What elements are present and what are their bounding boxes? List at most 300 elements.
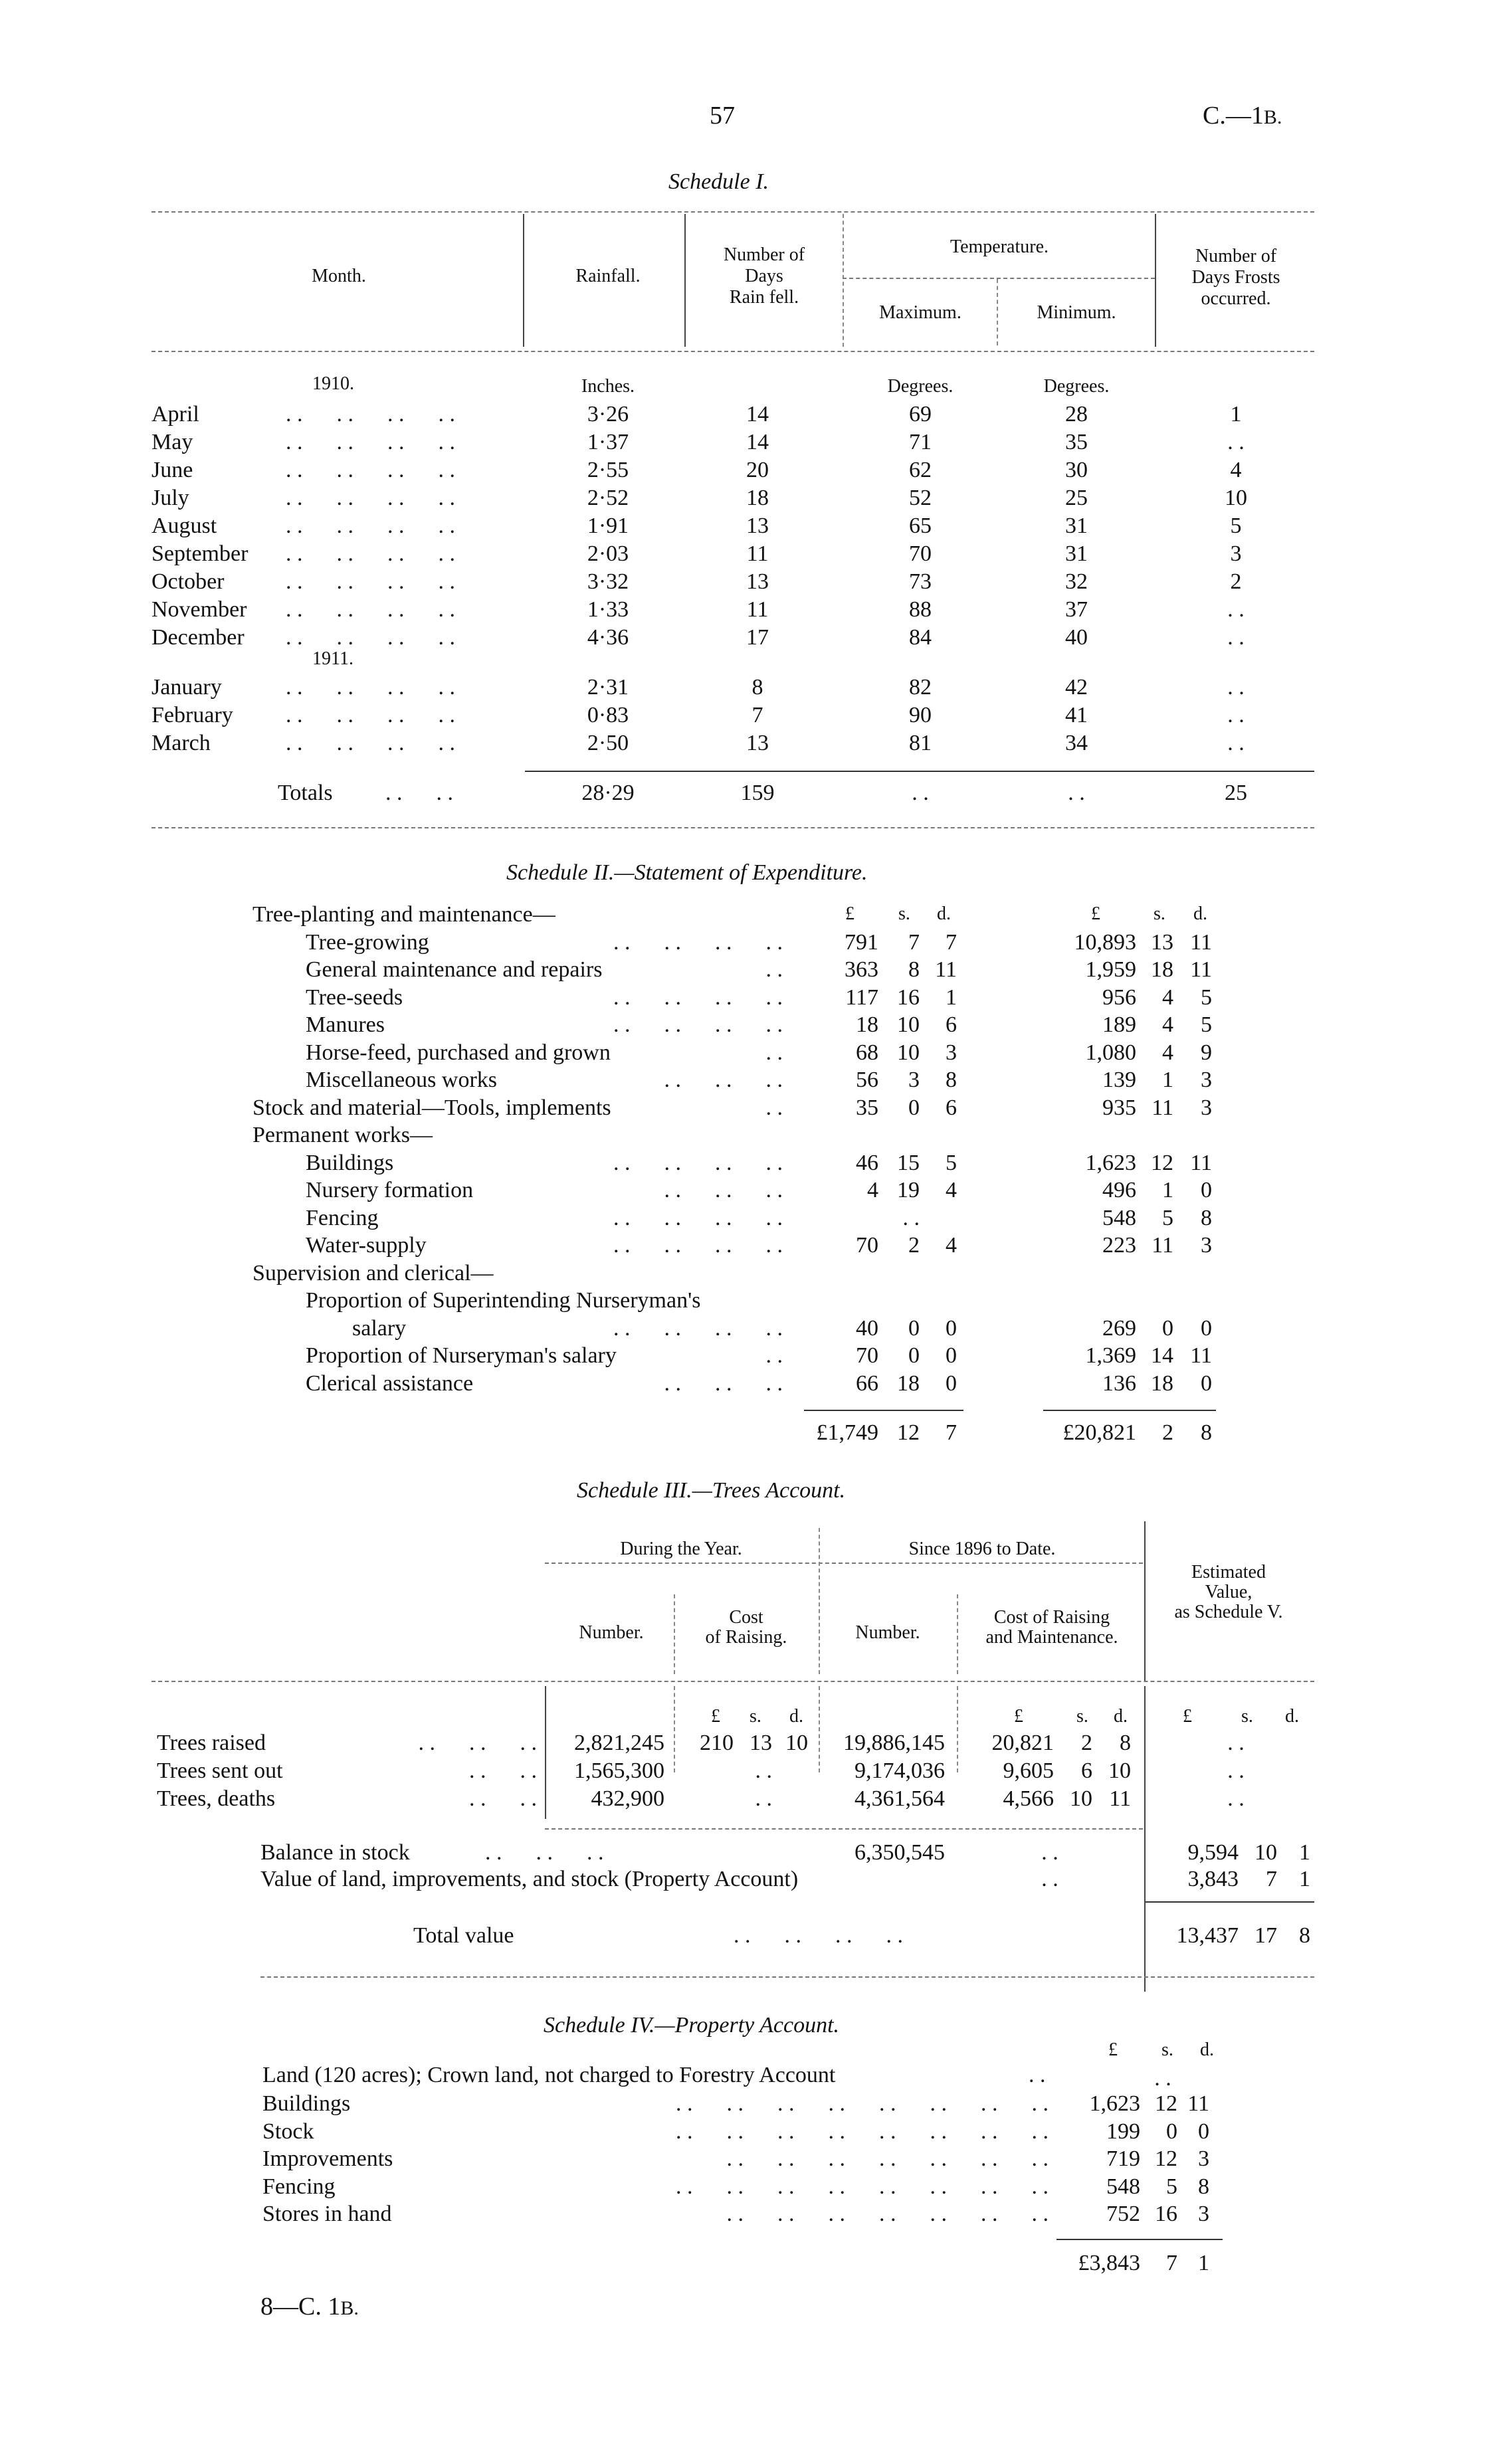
s4-shilling: 12 xyxy=(1155,2146,1177,2171)
s1-dots: . . . . . . . . xyxy=(286,486,455,510)
s1-header-temperature: Temperature. xyxy=(950,237,1049,257)
s3-cost-shilling: . . xyxy=(755,1758,772,1783)
s2-a-pence: 6 xyxy=(946,1012,957,1037)
s1-days: 11 xyxy=(746,597,769,622)
s3-balance-label: Balance in stock xyxy=(260,1840,410,1865)
s1-max: 70 xyxy=(909,541,932,566)
s3-header-cost-2: of Raising. xyxy=(705,1627,787,1648)
s1-dots: . . . . . . . . xyxy=(286,625,455,650)
s2-b-shilling: 4 xyxy=(1162,1040,1173,1065)
s4-dots: . . . . . . . . . . . . . . . . xyxy=(676,2091,1049,2116)
s2-dots: . . . . . . xyxy=(664,1068,783,1092)
s3-cost2-pence: 10 xyxy=(1108,1758,1131,1783)
s4-shilling: 12 xyxy=(1155,2091,1177,2116)
s2-b-pound: 548 xyxy=(1102,1206,1136,1230)
s1-month: March xyxy=(151,731,211,755)
s4-pence: 11 xyxy=(1187,2091,1209,2116)
s2-b-pound: 496 xyxy=(1102,1178,1136,1202)
s1-totals-min: . . xyxy=(1068,781,1085,805)
s3-header-since: Since 1896 to Date. xyxy=(908,1539,1056,1559)
s1-frosts: . . xyxy=(1227,597,1245,622)
s3-balance-dots: . . . . . . xyxy=(485,1840,604,1865)
s3-value-land-est-shilling: 7 xyxy=(1266,1867,1277,1891)
s3-total-est-shilling: 17 xyxy=(1255,1923,1277,1948)
s2-a-shilling: 15 xyxy=(897,1151,920,1175)
s4-label: Fencing xyxy=(262,2174,336,2199)
s2-b-pound: 269 xyxy=(1102,1316,1136,1341)
s3-num: 2,821,245 xyxy=(574,1731,664,1755)
s2-dots: . . . . . . . . xyxy=(613,985,783,1010)
s3-header-cost2-2: and Maintenance. xyxy=(985,1627,1118,1648)
s3-header-cost-1: Cost xyxy=(729,1607,763,1628)
s1-days: 18 xyxy=(746,486,769,510)
s1-max: 73 xyxy=(909,569,932,594)
s2-a-pence: 1 xyxy=(946,985,957,1010)
s4-pence: 3 xyxy=(1198,2146,1209,2171)
s2-a-pence: 3 xyxy=(946,1040,957,1065)
s2-a-shilling: 10 xyxy=(897,1040,920,1065)
s2-a-pound: 68 xyxy=(856,1040,878,1065)
s1-header-frosts-3: occurred. xyxy=(1201,288,1271,309)
s2-b-pence: 5 xyxy=(1201,1012,1212,1037)
s2-label: Permanent works— xyxy=(252,1123,433,1147)
s3-est: . . xyxy=(1227,1731,1245,1755)
s2-total-a-shilling: 12 xyxy=(897,1420,920,1445)
s2-label: Fencing xyxy=(306,1206,379,1230)
s2-a-shilling: 0 xyxy=(908,1095,920,1120)
s3-header-number: Number. xyxy=(579,1622,644,1643)
s2-label: Stock and material—Tools, implements xyxy=(252,1095,611,1120)
footer-signature-main: 8—C. 1 xyxy=(260,2293,341,2321)
s1-year-1911: 1911. xyxy=(312,648,353,669)
s1-min: 41 xyxy=(1065,703,1088,727)
s3-balance-est-pence: 1 xyxy=(1299,1840,1310,1865)
s3-num2: 9,174,036 xyxy=(854,1758,945,1783)
s2-b-shilling: 14 xyxy=(1151,1343,1173,1368)
s1-totals-frosts: 25 xyxy=(1225,781,1247,805)
s4-pence: 3 xyxy=(1198,2202,1209,2226)
s1-totals-max: . . xyxy=(912,781,929,805)
s1-min: 31 xyxy=(1065,541,1088,566)
s3-header-cost2-1: Cost of Raising xyxy=(993,1607,1110,1628)
s1-days: 13 xyxy=(746,731,769,755)
s1-frosts: . . xyxy=(1227,430,1245,454)
s2-dots: . . . . . . . . xyxy=(613,1316,783,1341)
s2-label: Tree-seeds xyxy=(306,985,403,1010)
s1-month: November xyxy=(151,597,247,622)
s3-cur-c-pence: d. xyxy=(1285,1706,1299,1727)
s3-cur-b-shilling: s. xyxy=(1076,1706,1088,1727)
s2-b-pound: 1,959 xyxy=(1085,957,1136,982)
s1-frosts: . . xyxy=(1227,675,1245,700)
s1-max: 84 xyxy=(909,625,932,650)
s3-balance-cost2: . . xyxy=(1041,1840,1058,1865)
s4-land-dots: . . xyxy=(1029,2063,1046,2087)
s1-header-frosts xyxy=(1156,246,1316,310)
s1-frosts: 5 xyxy=(1230,514,1242,538)
s3-dots: . . . . xyxy=(469,1786,537,1811)
s2-b-pound: 136 xyxy=(1102,1371,1136,1396)
s3-header-cost2 xyxy=(959,1608,1144,1648)
s2-b-shilling: 1 xyxy=(1162,1178,1173,1202)
s1-min: 31 xyxy=(1065,514,1088,538)
s2-a-shilling: 0 xyxy=(908,1343,920,1368)
s2-head-a-shilling: s. xyxy=(898,903,910,924)
s2-label: Proportion of Nurseryman's salary xyxy=(306,1343,617,1368)
s2-head-a-pence: d. xyxy=(937,903,951,924)
s2-a-pound: 40 xyxy=(856,1316,878,1341)
s3-cost2-pence: 11 xyxy=(1109,1786,1131,1811)
s1-max: 90 xyxy=(909,703,932,727)
s2-label: Clerical assistance xyxy=(306,1371,474,1396)
s1-days: 8 xyxy=(752,675,763,700)
s2-a-pound: 791 xyxy=(845,930,878,955)
s1-month: April xyxy=(151,402,199,426)
s2-label: Manures xyxy=(306,1012,385,1037)
s3-value-land-est-pound: 3,843 xyxy=(1187,1867,1239,1891)
s2-label: Supervision and clerical— xyxy=(252,1261,494,1285)
s2-b-pence: 0 xyxy=(1201,1316,1212,1341)
s3-cost2-pence: 8 xyxy=(1120,1731,1131,1755)
s2-a-pound: 4 xyxy=(867,1178,878,1202)
s1-frosts: 3 xyxy=(1230,541,1242,566)
report-code-suffix: B. xyxy=(1263,106,1282,128)
s1-header-days-rain-3: Rain fell. xyxy=(729,287,799,308)
s1-unit-rain: Inches. xyxy=(581,376,635,397)
s1-unit-max: Degrees. xyxy=(887,376,954,397)
s3-cost2-shilling: 2 xyxy=(1081,1731,1092,1755)
s2-label: Horse-feed, purchased and grown xyxy=(306,1040,611,1065)
s1-max: 71 xyxy=(909,430,932,454)
s1-header-frosts-1: Number of xyxy=(1195,246,1277,266)
s1-frosts: . . xyxy=(1227,703,1245,727)
s4-label: Improvements xyxy=(262,2146,393,2171)
s2-a-pence: 0 xyxy=(946,1343,957,1368)
s1-frosts: 2 xyxy=(1230,569,1242,594)
s2-b-shilling: 4 xyxy=(1162,985,1173,1010)
s4-land-label: Land (120 acres); Crown land, not charged to Forestry Account xyxy=(262,2063,836,2087)
s1-days: 20 xyxy=(746,458,769,482)
s2-a-pound: 117 xyxy=(845,985,878,1010)
s2-a-pound: 70 xyxy=(856,1233,878,1258)
s2-total-a-pound: £1,749 xyxy=(816,1420,878,1445)
schedule1-title: Schedule I. xyxy=(668,169,769,194)
s2-a-shilling: 18 xyxy=(897,1371,920,1396)
s2-a-pound: 66 xyxy=(856,1371,878,1396)
s2-b-pence: 3 xyxy=(1201,1095,1212,1120)
s1-rain: 2·55 xyxy=(587,458,629,482)
s1-month: October xyxy=(151,569,225,594)
s4-cur-pound: £ xyxy=(1108,2039,1118,2060)
s3-value-land-est-pence: 1 xyxy=(1299,1867,1310,1891)
s1-dots: . . . . . . . . xyxy=(286,703,455,727)
s2-a-shilling: 2 xyxy=(908,1233,920,1258)
s4-pound: 719 xyxy=(1106,2146,1140,2171)
s1-max: 88 xyxy=(909,597,932,622)
s2-b-pence: 0 xyxy=(1201,1371,1212,1396)
s1-month: September xyxy=(151,541,249,566)
s3-balance-num2: 6,350,545 xyxy=(854,1840,945,1865)
footer-signature-suffix: B. xyxy=(340,2297,359,2319)
s2-a-pence: 4 xyxy=(946,1178,957,1202)
s1-min: 32 xyxy=(1065,569,1088,594)
s3-cur-a-shilling: s. xyxy=(750,1706,761,1727)
s2-label: Water-supply xyxy=(306,1233,427,1258)
s2-b-pound: 1,080 xyxy=(1085,1040,1136,1065)
s2-dots: . . . . . . . . xyxy=(613,1151,783,1175)
s1-month: May xyxy=(151,430,193,454)
s2-dots: . . . . . . . . xyxy=(613,1012,783,1037)
s2-b-pound: 935 xyxy=(1102,1095,1136,1120)
s1-max: 81 xyxy=(909,731,932,755)
s3-cur-a-pound: £ xyxy=(711,1706,720,1727)
s2-b-pence: 3 xyxy=(1201,1233,1212,1258)
s3-total-est-pence: 8 xyxy=(1299,1923,1310,1948)
s3-label: Trees sent out xyxy=(157,1758,283,1783)
s1-year-1910: 1910. xyxy=(312,373,354,394)
s1-dots: . . . . . . . . xyxy=(286,731,455,755)
s2-b-shilling: 5 xyxy=(1162,1206,1173,1230)
s3-header-number2: Number. xyxy=(855,1622,920,1643)
s4-total-shilling: 7 xyxy=(1166,2251,1177,2275)
s1-max: 69 xyxy=(909,402,932,426)
s1-frosts: 10 xyxy=(1225,486,1247,510)
s2-b-shilling: 0 xyxy=(1162,1316,1173,1341)
s2-a-shilling: . . xyxy=(902,1206,920,1230)
s1-frosts: . . xyxy=(1227,731,1245,755)
s2-b-pound: 189 xyxy=(1102,1012,1136,1037)
s4-label: Buildings xyxy=(262,2091,351,2116)
s3-cur-c-pound: £ xyxy=(1183,1706,1192,1727)
report-code-main: C.—1 xyxy=(1203,102,1264,130)
s1-min: 28 xyxy=(1065,402,1088,426)
s1-min: 35 xyxy=(1065,430,1088,454)
s3-total-dots: . . . . . . . . xyxy=(734,1923,903,1948)
s2-a-shilling: 16 xyxy=(897,985,920,1010)
s2-label: Tree-planting and maintenance— xyxy=(252,902,555,927)
s3-num: 432,900 xyxy=(591,1786,664,1811)
s2-a-pence: 6 xyxy=(946,1095,957,1120)
s2-b-pence: 11 xyxy=(1190,957,1212,982)
s4-cur-shilling: s. xyxy=(1161,2039,1173,2060)
s1-days: 14 xyxy=(746,430,769,454)
s4-dots: . . . . . . . . . . . . . . . . xyxy=(676,2174,1049,2199)
s1-max: 65 xyxy=(909,514,932,538)
s3-balance-est-pound: 9,594 xyxy=(1187,1840,1239,1865)
s4-pound: 199 xyxy=(1106,2119,1140,2144)
s3-header-cost xyxy=(676,1608,816,1648)
s3-label: Trees raised xyxy=(157,1731,266,1755)
s4-dots: . . . . . . . . . . . . . . xyxy=(726,2202,1049,2226)
s2-total-b-pence: 8 xyxy=(1201,1420,1212,1445)
s2-b-pence: 11 xyxy=(1190,1343,1212,1368)
s2-dots: . . . . . . . . xyxy=(613,1233,783,1258)
s4-shilling: 0 xyxy=(1166,2119,1177,2144)
s2-b-pence: 11 xyxy=(1190,1151,1212,1175)
s3-value-land-cost2: . . xyxy=(1041,1867,1058,1891)
s1-header-month: Month. xyxy=(312,266,366,286)
s1-dots: . . . . . . . . xyxy=(286,402,455,426)
s4-label: Stores in hand xyxy=(262,2202,392,2226)
s2-b-pence: 11 xyxy=(1190,930,1212,955)
s1-rain: 1·37 xyxy=(587,430,629,454)
s3-cost2-pound: 9,605 xyxy=(1003,1758,1054,1783)
page-number: 57 xyxy=(710,102,735,130)
s2-a-pence: 4 xyxy=(946,1233,957,1258)
s2-a-pound: 46 xyxy=(856,1151,878,1175)
s1-month: February xyxy=(151,703,233,727)
s2-a-shilling: 3 xyxy=(908,1068,920,1092)
s1-month: August xyxy=(151,514,217,538)
s1-rain: 4·36 xyxy=(587,625,629,650)
s2-head-a-pound: £ xyxy=(845,903,854,924)
s1-days: 11 xyxy=(746,541,769,566)
s3-cost-pound: 210 xyxy=(700,1731,734,1755)
s2-label: Nursery formation xyxy=(306,1178,474,1202)
s3-cur-a-pence: d. xyxy=(789,1706,803,1727)
s2-b-pound: 10,893 xyxy=(1074,930,1136,955)
s1-header-days-rain-1: Number of xyxy=(723,244,805,265)
s3-num: 1,565,300 xyxy=(574,1758,664,1783)
s1-totals-rain: 28·29 xyxy=(581,781,635,805)
s2-b-shilling: 1 xyxy=(1162,1068,1173,1092)
s1-frosts: 4 xyxy=(1230,458,1242,482)
s2-label: General maintenance and repairs xyxy=(306,957,603,982)
s3-cost2-pound: 4,566 xyxy=(1003,1786,1054,1811)
s1-rain: 3·32 xyxy=(587,569,629,594)
s4-shilling: 5 xyxy=(1166,2174,1177,2199)
s2-label: Tree-growing xyxy=(306,930,429,955)
s2-dots: . . xyxy=(765,1095,783,1120)
s4-pence: 0 xyxy=(1198,2119,1209,2144)
s1-days: 17 xyxy=(746,625,769,650)
s2-b-pence: 9 xyxy=(1201,1040,1212,1065)
s1-rain: 2·31 xyxy=(587,675,629,700)
s2-b-shilling: 13 xyxy=(1151,930,1173,955)
s2-head-b-shilling: s. xyxy=(1154,903,1165,924)
s4-label: Stock xyxy=(262,2119,314,2144)
s2-dots: . . xyxy=(765,957,783,982)
s2-label: Buildings xyxy=(306,1151,394,1175)
s4-dots: . . . . . . . . . . . . . . xyxy=(726,2146,1049,2171)
s2-b-pence: 3 xyxy=(1201,1068,1212,1092)
s1-dots: . . . . . . . . xyxy=(286,541,455,566)
s1-header-days-rain-2: Days xyxy=(745,266,783,286)
s1-min: 30 xyxy=(1065,458,1088,482)
s2-a-shilling: 10 xyxy=(897,1012,920,1037)
s3-cost2-shilling: 6 xyxy=(1081,1758,1092,1783)
s2-b-pence: 5 xyxy=(1201,985,1212,1010)
s2-label: Proportion of Superintending Nurseryman's xyxy=(306,1288,701,1313)
s1-frosts: . . xyxy=(1227,625,1245,650)
s1-min: 40 xyxy=(1065,625,1088,650)
s1-unit-min: Degrees. xyxy=(1043,376,1110,397)
s2-a-pence: 11 xyxy=(935,957,957,982)
s2-a-pound: 70 xyxy=(856,1343,878,1368)
s1-max: 62 xyxy=(909,458,932,482)
s1-rain: 1·91 xyxy=(587,514,629,538)
s1-min: 34 xyxy=(1065,731,1088,755)
s2-total-a-pence: 7 xyxy=(946,1420,957,1445)
s1-header-days-rain xyxy=(691,244,837,308)
s2-b-shilling: 11 xyxy=(1152,1095,1173,1120)
s2-a-pound: 363 xyxy=(845,957,878,982)
s2-a-pence: 7 xyxy=(946,930,957,955)
s3-cost2-shilling: 10 xyxy=(1070,1786,1092,1811)
s1-header-frosts-2: Days Frosts xyxy=(1191,267,1280,288)
s1-totals-days: 159 xyxy=(740,781,775,805)
s2-a-shilling: 19 xyxy=(897,1178,920,1202)
s2-total-b-pound: £20,821 xyxy=(1062,1420,1136,1445)
s3-cost-pence: 10 xyxy=(785,1731,808,1755)
s3-cur-c-shilling: s. xyxy=(1241,1706,1253,1727)
s3-total-est-pound: 13,437 xyxy=(1176,1923,1239,1948)
s2-dots: . . . . . . xyxy=(664,1178,783,1202)
s2-head-b-pound: £ xyxy=(1091,903,1100,924)
s4-pound: 548 xyxy=(1106,2174,1140,2199)
s1-dots: . . . . . . . . xyxy=(286,430,455,454)
s1-min: 42 xyxy=(1065,675,1088,700)
s2-dots: . . xyxy=(765,1343,783,1368)
s1-rain: 2·03 xyxy=(587,541,629,566)
s2-b-pound: 223 xyxy=(1102,1233,1136,1258)
s2-a-pound: 35 xyxy=(856,1095,878,1120)
s2-a-shilling: 0 xyxy=(908,1316,920,1341)
s1-rain: 2·52 xyxy=(587,486,629,510)
s2-b-shilling: 12 xyxy=(1151,1151,1173,1175)
s2-a-pound: 56 xyxy=(856,1068,878,1092)
s2-a-pence: 5 xyxy=(946,1151,957,1175)
schedule4-title: Schedule IV.—Property Account. xyxy=(544,2013,840,2038)
s2-b-pound: 1,623 xyxy=(1085,1151,1136,1175)
s2-b-shilling: 4 xyxy=(1162,1012,1173,1037)
s2-b-pence: 8 xyxy=(1201,1206,1212,1230)
s2-a-pence: 8 xyxy=(946,1068,957,1092)
s3-cost-shilling: 13 xyxy=(750,1731,772,1755)
s1-frosts: 1 xyxy=(1230,402,1242,426)
s3-dots: . . . . xyxy=(469,1758,537,1783)
s3-balance-est-shilling: 10 xyxy=(1255,1840,1277,1865)
s3-est: . . xyxy=(1227,1758,1245,1783)
s3-num2: 19,886,145 xyxy=(843,1731,945,1755)
s2-label: salary xyxy=(352,1316,407,1341)
s3-header-estimated-2: Value, xyxy=(1205,1582,1253,1602)
s2-b-pound: 139 xyxy=(1102,1068,1136,1092)
s3-total-label: Total value xyxy=(413,1923,514,1948)
s2-dots: . . . . . . . . xyxy=(613,930,783,955)
s2-a-pence: 0 xyxy=(946,1371,957,1396)
s1-days: 13 xyxy=(746,514,769,538)
s3-cur-b-pound: £ xyxy=(1014,1706,1023,1727)
s2-dots: . . xyxy=(765,1040,783,1065)
s1-min: 37 xyxy=(1065,597,1088,622)
s1-rain: 3·26 xyxy=(587,402,629,426)
s2-b-shilling: 11 xyxy=(1152,1233,1173,1258)
schedule3-title: Schedule III.—Trees Account. xyxy=(577,1478,846,1503)
s4-land-value: . . xyxy=(1154,2066,1171,2091)
s4-total-pence: 1 xyxy=(1198,2251,1209,2275)
s1-min: 25 xyxy=(1065,486,1088,510)
s1-totals-label: Totals xyxy=(278,781,333,805)
s2-label: Miscellaneous works xyxy=(306,1068,498,1092)
s1-max: 52 xyxy=(909,486,932,510)
s2-head-b-pence: d. xyxy=(1193,903,1207,924)
s2-b-shilling: 18 xyxy=(1151,1371,1173,1396)
s1-dots: . . . . . . . . xyxy=(286,675,455,700)
s1-days: 7 xyxy=(752,703,763,727)
s2-b-pence: 0 xyxy=(1201,1178,1212,1202)
s1-rain: 1·33 xyxy=(587,597,629,622)
